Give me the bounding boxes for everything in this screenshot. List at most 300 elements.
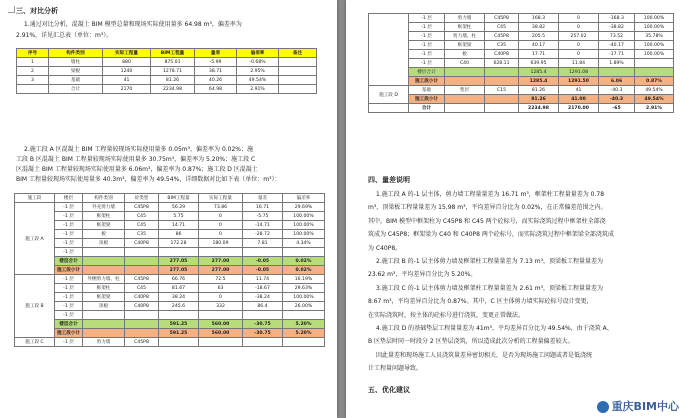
detail-cell: C40P8 xyxy=(125,239,159,248)
detail-row xyxy=(15,293,325,302)
summary-header-cell: 量差 xyxy=(195,49,237,58)
segment-label-cell xyxy=(369,104,409,113)
detail-row xyxy=(369,59,674,68)
detail-cell: 7.81 xyxy=(243,239,283,248)
detail-cell: 257.02 xyxy=(559,32,599,41)
summary-row xyxy=(17,67,317,76)
detail-cell: 591.25 xyxy=(159,320,199,329)
detail-cell xyxy=(635,68,674,77)
detail-cell: C40P8 xyxy=(485,50,519,59)
summary-cell: 梁板 xyxy=(49,67,103,76)
summary-cell: 49.54% xyxy=(237,76,279,85)
section-heading-suggestions: 五、优化建议 xyxy=(368,386,410,394)
detail-cell: -1 层 xyxy=(55,311,83,320)
detail-cell: 100.00% xyxy=(635,41,674,50)
detail-cell: -1 层 xyxy=(409,41,445,50)
summary-cell: 875.01 xyxy=(151,58,195,67)
detail-table-right xyxy=(368,13,674,113)
detail-cell xyxy=(159,311,199,320)
detail-cell: 合计 xyxy=(409,104,445,113)
summary-header-cell: BIM工程量 xyxy=(151,49,195,58)
paragraph-summary-line2: 2.91%，详见汇总表（单位：m³）。 xyxy=(16,32,113,39)
explanation-line: 23.62 m³，平均差异百分比为 5.20%。 xyxy=(368,271,477,279)
explanation-line: 3.施工段 C 的-1 层主体剪力墙及框架柱工程量量差为 2.61 m³，顶梁板工程量量差为 xyxy=(376,284,604,292)
detail-cell: 剪力墙、柱 xyxy=(445,32,485,41)
detail-cell: -1 层 xyxy=(55,230,83,239)
detail-row xyxy=(15,320,325,329)
detail-cell: 26.00% xyxy=(283,302,325,311)
detail-cell xyxy=(125,248,159,257)
detail-cell: -1 层 xyxy=(55,239,83,248)
summary-row xyxy=(17,76,317,85)
section-heading-explanation: 四、量差说明 xyxy=(368,176,410,184)
detail-cell xyxy=(599,68,635,77)
detail-header-cell: BIM工程量 xyxy=(159,194,199,203)
summary-row xyxy=(17,58,317,67)
detail-row xyxy=(369,50,674,59)
document-page-right xyxy=(346,0,685,418)
explanation-line: 4.施工段 D 的基础垫层工程量量差为 41m³，平均差异百分比为 49.54%，由于浇筑 A、 xyxy=(376,325,613,332)
detail-cell: 框架柱 xyxy=(83,212,125,221)
summary-header-cell: 构件类别 xyxy=(49,49,103,58)
explanation-line: m³，顶梁板工程量量差为 15.98 m³，平均差异百分比为 0.02%，在正常偏差范围之内。 xyxy=(368,204,607,212)
detail-cell: 72.5 xyxy=(199,275,243,284)
detail-cell: 38.82 xyxy=(519,23,559,32)
detail-cell: 框架梁 xyxy=(445,41,485,50)
detail-row xyxy=(15,203,325,212)
detail-cell: -30.75 xyxy=(243,320,283,329)
detail-cell xyxy=(199,248,243,257)
detail-cell: 29.69% xyxy=(283,203,325,212)
summary-table xyxy=(16,48,317,94)
segment-label-cell xyxy=(369,14,409,86)
detail-cell: -1 层 xyxy=(409,59,445,68)
detail-row xyxy=(369,104,674,113)
detail-row xyxy=(369,32,674,41)
detail-cell: 56.29 xyxy=(159,203,199,212)
detail-cell: -40.3 xyxy=(599,95,635,104)
summary-cell: 2.95% xyxy=(237,67,279,76)
detail-cell: -1 层 xyxy=(55,248,83,257)
detail-row xyxy=(369,77,674,86)
detail-cell xyxy=(125,311,159,320)
detail-row xyxy=(369,41,674,50)
detail-cell xyxy=(125,257,159,266)
summary-cell xyxy=(279,85,317,94)
paragraph-detail-line3: 区混凝土 BIM 工程量较现场实际使用量多 6.06m³，偏差率为 0.87%；施工段 D 区混凝土 xyxy=(16,166,258,173)
detail-cell: -38.82 xyxy=(599,23,635,32)
detail-cell xyxy=(199,338,243,347)
detail-cell: 垫层 xyxy=(445,86,485,95)
detail-cell: C40 xyxy=(445,59,485,68)
detail-cell xyxy=(243,311,283,320)
detail-row xyxy=(15,311,325,320)
detail-cell: C15 xyxy=(485,86,519,95)
detail-cell: 顶板 xyxy=(83,302,125,311)
detail-cell xyxy=(199,311,243,320)
detail-row xyxy=(15,266,325,275)
detail-cell: C45P8 xyxy=(125,203,159,212)
summary-cell: 880 xyxy=(103,58,151,67)
detail-cell: 277.05 xyxy=(159,257,199,266)
detail-cell: 66.76 xyxy=(159,275,199,284)
detail-cell: 277.00 xyxy=(199,257,243,266)
summary-header-cell: 备注 xyxy=(279,49,317,58)
detail-cell: 41 xyxy=(559,86,599,95)
detail-cell: 施工段小计 xyxy=(55,266,83,275)
detail-cell: C40P8 xyxy=(125,302,159,311)
detail-cell: C45P8 xyxy=(125,338,159,347)
detail-cell: 施工段小计 xyxy=(55,329,83,338)
detail-row xyxy=(369,23,674,32)
detail-cell: 205.5 xyxy=(519,32,559,41)
detail-cell: 73.52 xyxy=(599,32,635,41)
summary-cell: 3 xyxy=(17,76,49,85)
detail-cell: C35 xyxy=(485,41,519,50)
summary-cell xyxy=(279,76,317,85)
detail-cell: C45P8 xyxy=(125,275,159,284)
detail-cell: 施工段小计 xyxy=(409,77,445,86)
segment-label-cell: 施工段 B xyxy=(15,275,55,338)
detail-cell: -18.67 xyxy=(243,284,283,293)
detail-cell: 1285.4 xyxy=(519,77,559,86)
summary-cell: 合计 xyxy=(49,85,103,94)
detail-cell: 框架梁 xyxy=(83,293,125,302)
detail-cell: -1 层 xyxy=(55,338,83,347)
explanation-line: 在实际浇筑时，按主体的砼标号进行浇筑，变更正常做法。 xyxy=(368,311,525,319)
detail-cell xyxy=(445,77,485,86)
summary-cell: 64.98 xyxy=(195,85,237,94)
detail-cell xyxy=(159,248,199,257)
detail-cell xyxy=(125,266,159,275)
segment-label-cell: 施工段 D xyxy=(369,86,409,104)
detail-cell: 4.34% xyxy=(283,239,325,248)
detail-cell xyxy=(125,329,159,338)
detail-cell: 0 xyxy=(559,50,599,59)
detail-cell: -1 层 xyxy=(409,50,445,59)
explanation-line: 1.施工段 A 的-1 层主体，剪力墙工程量量差为 16.71 m³，框架柱工程量量差为 0.78 xyxy=(376,191,605,198)
detail-cell: 外壳剪力墙 xyxy=(83,203,125,212)
detail-cell: 施工段小计 xyxy=(409,95,445,104)
detail-cell: -0.05 xyxy=(243,266,283,275)
detail-row xyxy=(15,248,325,257)
detail-header-cell: 实际工程量 xyxy=(199,194,243,203)
detail-cell xyxy=(445,95,485,104)
explanation-line: 8.67 m³，平均差异百分比为 0.87%。其中，C 区主体剪力墙实际砼标号设计变更， xyxy=(368,298,593,306)
detail-cell: C35 xyxy=(125,230,159,239)
detail-cell: 41.00 xyxy=(559,95,599,104)
detail-row xyxy=(369,14,674,23)
detail-row xyxy=(369,95,674,104)
detail-cell: 0 xyxy=(199,221,243,230)
detail-cell: 560.00 xyxy=(199,329,243,338)
detail-cell xyxy=(283,248,325,257)
detail-cell: -1 层 xyxy=(409,14,445,23)
explanation-line: 其中，BIM 模型中框架柱为 C45P8 和 C45 两个砼标号，而实际浇筑过程中框架柱全部浇 xyxy=(368,217,606,225)
detail-cell: 楼层合计 xyxy=(55,257,83,266)
summary-cell: 2234.98 xyxy=(151,85,195,94)
detail-cell xyxy=(485,77,519,86)
detail-row xyxy=(15,338,325,347)
detail-cell: 29.63% xyxy=(283,284,325,293)
detail-cell: 35.78% xyxy=(635,32,674,41)
paragraph-detail-line1: 2.施工段 A 区混凝土 BIM 工程量较现场实际使用量多 0.05m³，偏差率为 0.02%；施 xyxy=(24,146,254,153)
summary-cell xyxy=(279,67,317,76)
detail-cell: 591.25 xyxy=(159,329,199,338)
detail-cell: 2170.00 xyxy=(559,104,599,113)
detail-cell: 100.00% xyxy=(635,50,674,59)
detail-cell: 100.00% xyxy=(283,230,325,239)
detail-cell xyxy=(83,329,125,338)
detail-cell: -168.3 xyxy=(599,14,635,23)
detail-cell xyxy=(243,338,283,347)
detail-cell: -17.71 xyxy=(599,50,635,59)
watermark-logo-icon xyxy=(597,401,609,413)
summary-cell: -0.68% xyxy=(237,58,279,67)
detail-table-header xyxy=(15,194,325,203)
summary-cell: 墙柱 xyxy=(49,58,103,67)
detail-row xyxy=(369,68,674,77)
detail-cell: 17.71 xyxy=(519,50,559,59)
paragraph-summary-line1: 1.通过对比分析，混凝土 BIM 模型总量和现场实际使用量多 64.98 m³，偏差率为 xyxy=(24,21,242,28)
detail-cell: -1 层 xyxy=(409,23,445,32)
summary-cell: 1 xyxy=(17,58,49,67)
detail-cell: 11.84 xyxy=(559,59,599,68)
detail-header-cell: 构件类别 xyxy=(83,194,125,203)
explanation-line: B 区垫层时同一时段分 2 区垫层浇筑，所以造成此次分析的工程量偏差较大。 xyxy=(368,338,574,346)
detail-cell: 楼层合计 xyxy=(55,320,83,329)
detail-cell: 1.89% xyxy=(599,59,635,68)
detail-cell: 5.20% xyxy=(283,329,325,338)
detail-cell: 277.00 xyxy=(199,266,243,275)
detail-cell: 0 xyxy=(559,41,599,50)
detail-cell: 板 xyxy=(83,230,125,239)
detail-cell: -1 层 xyxy=(55,203,83,212)
explanation-line: 为 C40P8。 xyxy=(368,244,402,252)
detail-row xyxy=(15,275,325,284)
segment-label-cell: 施工段 A xyxy=(15,203,55,275)
section-heading-comparison: 三、对比分析 xyxy=(16,7,58,15)
detail-cell: -1 层 xyxy=(409,32,445,41)
watermark-text: 重庆BIM中心 xyxy=(611,400,679,413)
explanation-line: 计工程量问题导致。 xyxy=(368,365,423,373)
detail-cell xyxy=(83,320,125,329)
detail-cell: 14.71 xyxy=(159,221,199,230)
detail-cell xyxy=(159,338,199,347)
summary-cell: 38.71 xyxy=(195,67,237,76)
detail-cell: 0.87% xyxy=(635,77,674,86)
detail-cell: 100.00% xyxy=(283,221,325,230)
detail-cell: 框架柱 xyxy=(445,23,485,32)
detail-cell: 楼层合计 xyxy=(409,68,445,77)
detail-cell: -38.24 xyxy=(243,293,283,302)
detail-cell: -40.3 xyxy=(599,86,635,95)
summary-cell: 2.91% xyxy=(237,85,279,94)
detail-cell: 100.00% xyxy=(635,23,674,32)
detail-cell: 81.67 xyxy=(159,284,199,293)
detail-cell: 100.00% xyxy=(283,293,325,302)
detail-cell: 基础 xyxy=(409,86,445,95)
detail-header-cell: 砼类型 xyxy=(125,194,159,203)
detail-cell: C40P8 xyxy=(125,293,159,302)
detail-cell: C45 xyxy=(125,221,159,230)
summary-cell: -5.99 xyxy=(195,58,237,67)
detail-cell: -40.17 xyxy=(599,41,635,50)
detail-cell xyxy=(485,68,519,77)
detail-cell: -1 层 xyxy=(55,221,83,230)
detail-cell: 49.54% xyxy=(635,95,674,104)
explanation-line: 2.施工段 B 的-1 层主体剪力墙及框架柱工程量量差为 7.13 m³，顶梁板工程量量差为 xyxy=(376,258,603,265)
detail-cell: 180.09 xyxy=(199,239,243,248)
summary-cell xyxy=(17,85,49,94)
detail-cell: -30.75 xyxy=(243,329,283,338)
summary-cell: 41 xyxy=(103,76,151,85)
detail-row xyxy=(15,329,325,338)
detail-cell: 40.17 xyxy=(519,41,559,50)
detail-cell: 0.02% xyxy=(283,266,325,275)
summary-cell: 2170 xyxy=(103,85,151,94)
detail-cell: 外侧剪力墙、柱 xyxy=(83,275,125,284)
detail-cell: C45P8 xyxy=(485,14,519,23)
explanation-line: 筑成为 C45P8；框架梁为 C40 和 C40P8 两个砼标号，而实际浇筑过程中框架梁全部浇筑成 xyxy=(368,231,614,239)
detail-cell: 100.00% xyxy=(283,212,325,221)
detail-cell: C45 xyxy=(125,284,159,293)
document-page-left xyxy=(0,0,337,418)
detail-cell: 73.86 xyxy=(199,203,243,212)
detail-cell: 277.05 xyxy=(159,266,199,275)
detail-cell: 剪力墙 xyxy=(445,14,485,23)
detail-cell: 86 xyxy=(159,230,199,239)
detail-cell: 2.91% xyxy=(635,104,674,113)
summary-header-cell: 实际工程量 xyxy=(103,49,151,58)
detail-cell: 1291.08 xyxy=(559,68,599,77)
detail-header-cell: 偏差率 xyxy=(283,194,325,203)
detail-cell: 86.4 xyxy=(243,302,283,311)
paragraph-detail-line4: BIM 工程量较现场实际使用量多 40.3m³，偏差率为 49.54%，详细数据对比如下表（单位：m³）： xyxy=(16,176,281,183)
detail-cell: 81.26 xyxy=(519,86,559,95)
detail-cell: 0 xyxy=(559,14,599,23)
detail-cell: -65 xyxy=(599,104,635,113)
detail-row xyxy=(15,257,325,266)
detail-cell: 560.00 xyxy=(199,320,243,329)
summary-header-cell: 偏差率 xyxy=(237,49,279,58)
detail-cell: C45 xyxy=(125,212,159,221)
detail-header-cell: 施工段 xyxy=(15,194,55,203)
detail-cell: 1285.4 xyxy=(519,68,559,77)
detail-cell: 2234.98 xyxy=(519,104,559,113)
summary-cell: 基础 xyxy=(49,76,103,85)
detail-cell: -5.75 xyxy=(243,212,283,221)
detail-cell: 100.00% xyxy=(635,14,674,23)
detail-row xyxy=(15,302,325,311)
margin-corner-mark xyxy=(8,6,15,13)
detail-header-cell: 量差 xyxy=(243,194,283,203)
summary-cell: 1278.71 xyxy=(151,67,195,76)
detail-row xyxy=(15,212,325,221)
detail-cell: -1 层 xyxy=(55,302,83,311)
detail-cell xyxy=(485,95,519,104)
paragraph-detail-line2: 工段 B 区混凝土 BIM 工程量较现场实际使用量多 30.75m³，偏差率为 5.20%；施工段 C xyxy=(16,156,256,163)
detail-cell: 0.02% xyxy=(283,257,325,266)
detail-table-left xyxy=(14,193,325,347)
detail-cell: 245.6 xyxy=(159,302,199,311)
summary-cell: 81.26 xyxy=(151,76,195,85)
detail-cell: -28.72 xyxy=(243,230,283,239)
detail-cell: 0 xyxy=(199,293,243,302)
detail-cell xyxy=(83,311,125,320)
summary-row xyxy=(17,85,317,94)
detail-cell: 38.24 xyxy=(159,293,199,302)
detail-cell xyxy=(445,68,485,77)
detail-cell: -1 层 xyxy=(55,275,83,284)
detail-cell: 49.54% xyxy=(635,86,674,95)
detail-cell: 63 xyxy=(199,284,243,293)
detail-row xyxy=(15,230,325,239)
detail-cell: -1 层 xyxy=(55,284,83,293)
detail-cell: 628.11 xyxy=(485,59,519,68)
summary-cell: 40.26 xyxy=(195,76,237,85)
detail-cell: 框架柱 xyxy=(83,284,125,293)
detail-cell: 框架梁 xyxy=(83,221,125,230)
detail-cell: 16.71 xyxy=(243,203,283,212)
detail-cell: 0 xyxy=(199,230,243,239)
detail-cell: 81.26 xyxy=(519,95,559,104)
detail-cell: -0.05 xyxy=(243,257,283,266)
detail-cell: 168.3 xyxy=(519,14,559,23)
detail-cell: 剪力墙 xyxy=(83,338,125,347)
detail-cell xyxy=(635,59,674,68)
detail-cell xyxy=(445,104,485,113)
detail-row xyxy=(15,221,325,230)
detail-cell xyxy=(485,104,519,113)
detail-row xyxy=(369,86,674,95)
detail-cell: 1291.50 xyxy=(559,77,599,86)
detail-header-cell: 楼层 xyxy=(55,194,83,203)
summary-cell: 1240 xyxy=(103,67,151,76)
detail-cell xyxy=(83,257,125,266)
detail-cell: 11.74 xyxy=(243,275,283,284)
detail-cell xyxy=(83,248,125,257)
detail-cell: 639.95 xyxy=(519,59,559,68)
detail-cell: 顶板 xyxy=(83,239,125,248)
summary-table-header xyxy=(17,49,317,58)
detail-cell: 0 xyxy=(559,23,599,32)
detail-cell xyxy=(283,311,325,320)
detail-cell xyxy=(125,320,159,329)
detail-cell: 6.06 xyxy=(599,77,635,86)
detail-cell: -1 层 xyxy=(55,293,83,302)
detail-cell: 332 xyxy=(199,302,243,311)
summary-cell: 2 xyxy=(17,67,49,76)
watermark xyxy=(597,398,679,414)
detail-cell: 172.28 xyxy=(159,239,199,248)
detail-row xyxy=(15,239,325,248)
detail-cell: C45 xyxy=(485,23,519,32)
detail-cell: 16.19% xyxy=(283,275,325,284)
summary-cell xyxy=(279,58,317,67)
detail-cell: -1 层 xyxy=(55,212,83,221)
detail-cell: -14.71 xyxy=(243,221,283,230)
explanation-line: 因此量差和现场施工人员浇筑量差异密切相关，是否为现场施工问题或者是低浇统 xyxy=(376,351,593,359)
detail-cell xyxy=(283,338,325,347)
detail-cell: C45P8 xyxy=(485,32,519,41)
detail-cell: 0 xyxy=(199,212,243,221)
segment-label-cell: 施工段 C xyxy=(15,338,55,347)
detail-row xyxy=(15,284,325,293)
detail-cell: 板 xyxy=(445,50,485,59)
detail-cell xyxy=(83,266,125,275)
detail-cell: 5.20% xyxy=(283,320,325,329)
